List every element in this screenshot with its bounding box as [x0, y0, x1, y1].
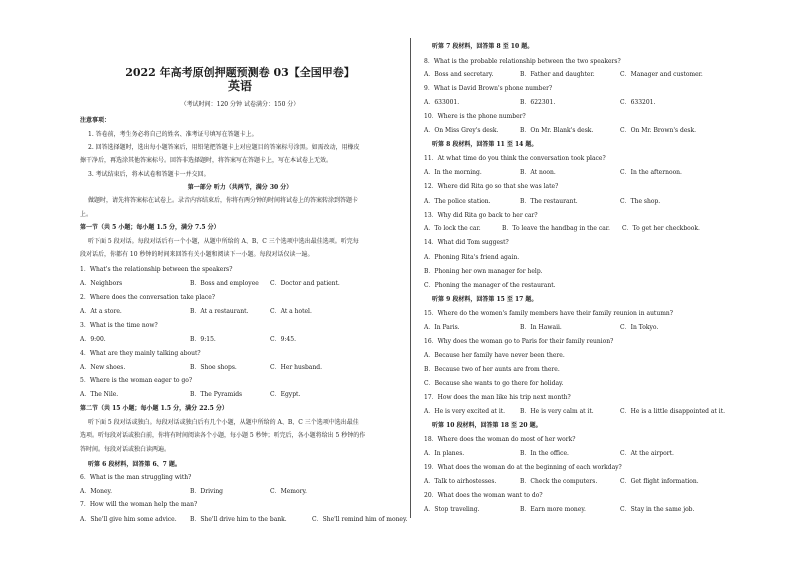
material-heading: 听第 9 段材料，回答第 15 至 17 题。 [432, 296, 538, 303]
question: 12．Where did Rita go so that she was late? [424, 183, 559, 190]
option-b: B．Boss and employee [190, 280, 259, 287]
section2-heading: 第二节（共 15 小题；每小题 1.5 分，满分 22.5 分） [80, 405, 228, 412]
question: 9．What is David Brown's phone number? [424, 85, 553, 92]
part1-instruction: 做题时，请先将答案标在试卷上。录音内容结束后，你将有两分钟的时间将试卷上的答案转涂到答题卡 [88, 197, 359, 204]
question: 2．Where does the conversation take place? [80, 294, 216, 301]
question: 1．What's the relationship between the speakers? [80, 266, 233, 273]
option-c: C．The shop. [620, 198, 661, 205]
question: 17．How does the man like his trip next month? [424, 394, 571, 401]
option-b: B．At a restaurant. [190, 308, 249, 315]
option-a: A．To lock the car. [424, 225, 481, 232]
note-item: 3. 考试结束后，将本试卷和答题卡一并交回。 [88, 171, 210, 178]
section2-instruction: 选项。听每段对话或独白前，你将有时间阅读各个小题，每小题 5 秒钟；听完后，各小题将给出 5 秒钟的作 [80, 432, 366, 439]
note-item: 擦干净后，再选涂其他答案标号。回答非选择题时，将答案写在答题卡上，写在本试卷上无效。 [80, 157, 333, 164]
question: 20．What does the woman want to do? [424, 492, 543, 499]
exam-title: 2022 年高考原创押题预测卷 03【全国甲卷】 [125, 66, 355, 79]
option-c: C．To get her checkbook. [622, 225, 700, 232]
question: 19．What does the woman do at the beginning of each workday? [424, 464, 622, 471]
option-b: B．Check the computers. [520, 478, 598, 485]
option-a: A．The police station. [424, 198, 491, 205]
option-c: C．In the afternoon. [620, 169, 682, 176]
question: 14．What did Tom suggest? [424, 239, 509, 246]
notes-heading: 注意事项： [80, 117, 111, 124]
question: 5．Where is the woman eager to go? [80, 377, 193, 384]
option-b: B．The Pyramids [190, 391, 243, 398]
option-c: C．Manager and customer. [620, 71, 703, 78]
option-c: C．Get flight information. [620, 478, 699, 485]
option-a: A．He is very excited at it. [424, 408, 506, 415]
option-a: A．The Nile. [80, 391, 119, 398]
part1-heading: 第一部分 听力（共两节，满分 30 分） [187, 184, 293, 191]
option-a: A．Neighbors [80, 280, 123, 287]
option-b: B．Driving [190, 488, 224, 495]
section2-instruction: 答时间。每段对话或独白读两遍。 [80, 446, 171, 453]
question: 6．What is the man struggling with? [80, 474, 192, 481]
material-heading: 听第 10 段材料，回答第 18 至 20 题。 [432, 422, 542, 429]
option-c: C．In Tokyo. [620, 324, 659, 331]
option-b: B．Phoning her own manager for help. [424, 268, 543, 275]
option-b: B．To leave the handbag in the car. [502, 225, 610, 232]
option-b: B．Father and daughter. [520, 71, 595, 78]
option-c: C．At a hotel. [270, 308, 312, 315]
exam-subject: 英语 [227, 79, 252, 93]
option-c: C．Phoning the manager of the restaurant. [424, 282, 556, 289]
option-c: C．633201. [620, 99, 656, 106]
part1-instruction: 上。 [80, 211, 93, 218]
material-heading: 听第 6 段材料，回答第 6、7 题。 [88, 461, 181, 468]
option-a: A．In the morning. [424, 169, 482, 176]
option-a: A．Money. [80, 488, 113, 495]
option-c: C．On Mr. Brown's desk. [620, 127, 696, 134]
note-item: 2. 回答选择题时，选出每小题答案后，用铅笔把答题卡上对应题目的答案标号涂黑。如需改动，用橡皮 [88, 144, 360, 151]
option-b: B．In the office. [520, 450, 569, 457]
option-a: A．Talk to airhostesses. [424, 478, 497, 485]
question: 16．Why does the woman go to Paris for their family reunion? [424, 338, 614, 345]
option-c: C．Memory. [270, 488, 307, 495]
option-c: C．At the airport. [620, 450, 674, 457]
option-a: A．9:00. [80, 336, 106, 343]
option-b: B．At noon. [520, 169, 556, 176]
question: 8．What is the probable relationship between the two speakers? [424, 58, 621, 65]
option-b: B．She'll drive him to the bank. [190, 516, 287, 523]
exam-info: （考试时间：120 分钟 试卷满分：150 分） [180, 101, 300, 108]
option-a: A．Stop traveling. [424, 506, 480, 513]
question: 7．How will the woman help the man? [80, 501, 198, 508]
question: 4．What are they mainly talking about? [80, 350, 201, 357]
option-c: C．Doctor and patient. [270, 280, 340, 287]
option-b: B．Shoe shops. [190, 364, 237, 371]
option-a: A．On Miss Grey's desk. [424, 127, 499, 134]
question: 13．Why did Rita go back to her car? [424, 212, 538, 219]
option-c: C．She'll remind him of money. [312, 516, 408, 523]
question: 18．Where does the woman do most of her work? [424, 436, 576, 443]
option-a: A．She'll give him some advice. [80, 516, 177, 523]
option-b: B．622301. [520, 99, 556, 106]
option-a: A．Boss and secretary. [424, 71, 494, 78]
section1-heading: 第一节（共 5 小题；每小题 1.5 分，满分 7.5 分） [80, 224, 220, 231]
option-b: B．The restaurant. [520, 198, 578, 205]
option-a: A．Because her family have never been there. [424, 352, 565, 359]
option-a: A．In planes. [424, 450, 465, 457]
question: 11．At what time do you think the conversation took place? [424, 155, 606, 162]
option-b: B．In Hawaii. [520, 324, 562, 331]
column-divider [410, 38, 411, 518]
option-b: B．Because two of her aunts are from there. [424, 366, 560, 373]
option-c: C．Egypt. [270, 391, 301, 398]
option-a: A．Phoning Rita's friend again. [424, 254, 520, 261]
option-a: A．At a store. [80, 308, 122, 315]
material-heading: 听第 7 段材料，回答第 8 至 10 题。 [432, 43, 534, 50]
option-a: A．In Paris. [424, 324, 460, 331]
option-c: C．Stay in the same job. [620, 506, 695, 513]
option-b: B．On Mr. Blank's desk. [520, 127, 594, 134]
material-heading: 听第 8 段材料，回答第 11 至 14 题。 [432, 141, 538, 148]
option-c: C．Her husband. [270, 364, 322, 371]
option-a: A．633001. [424, 99, 460, 106]
section1-instruction: 听下面 5 段对话。每段对话后有一个小题，从题中所给的 A、B、C 三个选项中选出最佳选项。听完每 [88, 238, 359, 245]
question: 3．What is the time now? [80, 322, 158, 329]
section2-instruction: 听下面 5 段对话或独白。每段对话或独白后有几个小题，从题中所给的 A、B、C 三个选项中选出最佳 [88, 419, 359, 426]
option-c: C．9:45. [270, 336, 296, 343]
section1-instruction: 段对话后，你都有 10 秒钟的时间来回答有关小题和阅读下一小题。每段对话仅读一遍。 [80, 251, 314, 258]
option-a: A．New shoes. [80, 364, 126, 371]
question: 10．Where is the phone number? [424, 113, 526, 120]
option-b: B．He is very calm at it. [520, 408, 594, 415]
option-c: C．Because she wants to go there for holiday. [424, 380, 564, 387]
option-b: B．Earn more money. [520, 506, 586, 513]
option-b: B．9:15. [190, 336, 216, 343]
option-c: C．He is a little disappointed at it. [620, 408, 726, 415]
note-item: 1. 答卷前，考生务必将自己的姓名、准考证号填写在答题卡上。 [88, 131, 258, 138]
question: 15．Where do the women's family members have their family reunion in autumn? [424, 310, 673, 317]
